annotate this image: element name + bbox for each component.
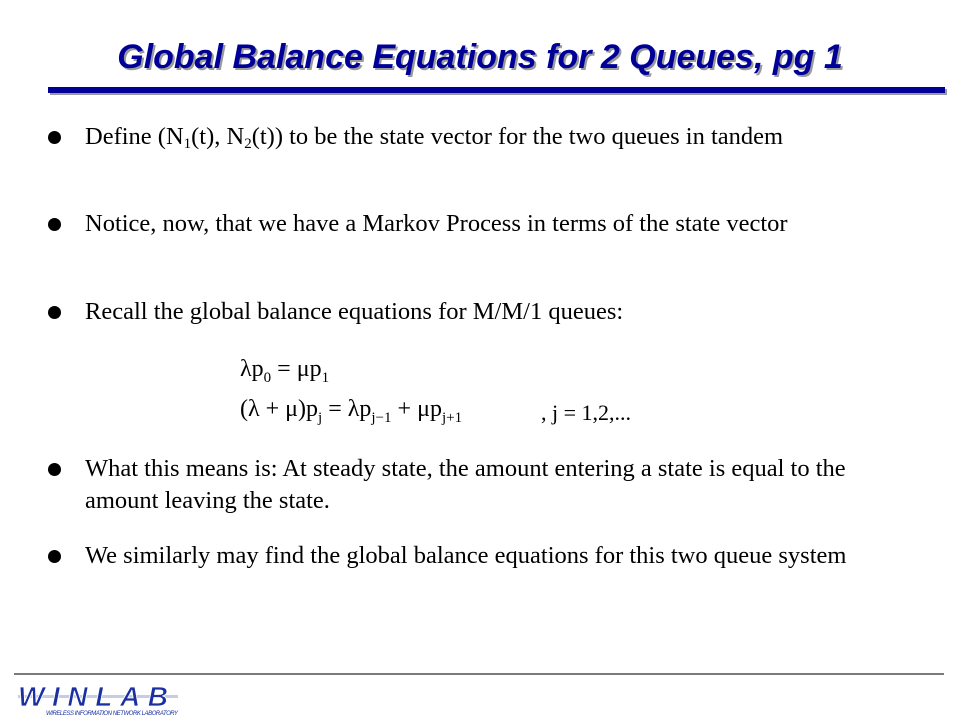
title-rule xyxy=(48,87,945,93)
winlab-logo xyxy=(16,679,184,717)
bullet-dot-icon xyxy=(48,550,61,563)
bullet-dot-icon xyxy=(48,218,61,231)
bullet-text: Recall the global balance equations for M/M/1 queues: xyxy=(85,298,624,325)
logo-subtext: WIRELESS INFORMATION NETWORK LABORATORY xyxy=(46,711,178,717)
bullet-dot-icon xyxy=(48,463,61,476)
bullet-dot-icon xyxy=(48,131,61,144)
bullet-text: We similarly may find the global balance equations for this two queue system xyxy=(85,542,847,569)
logo-wordmark: WINLAB xyxy=(18,681,168,712)
footer-rule xyxy=(14,673,944,675)
equation-line-1: $\lambda p_0 = \mu p_1$ xyxy=(240,356,330,386)
equation-condition: , j = 1,2,... xyxy=(541,400,632,425)
equation-line-2: $(\lambda + \mu)p_j = \lambda p_{j-1} + \mu p_{j+1}$ xyxy=(240,396,463,426)
bullet-dot-icon xyxy=(48,306,61,319)
bullet-text: What this means is: At steady state, the amount entering a state is equal to the amount leaving the state. xyxy=(85,455,846,514)
bullet-text: Notice, now, that we have a Markov Process in terms of the state vector xyxy=(85,210,788,237)
slide-title: Global Balance Equations for 2 Queues, pg 1 xyxy=(117,38,843,76)
bullet-text: Define ($N_1(t)$, $N_2(t)$) to be the state vector for the two queues in tandem xyxy=(85,123,784,152)
